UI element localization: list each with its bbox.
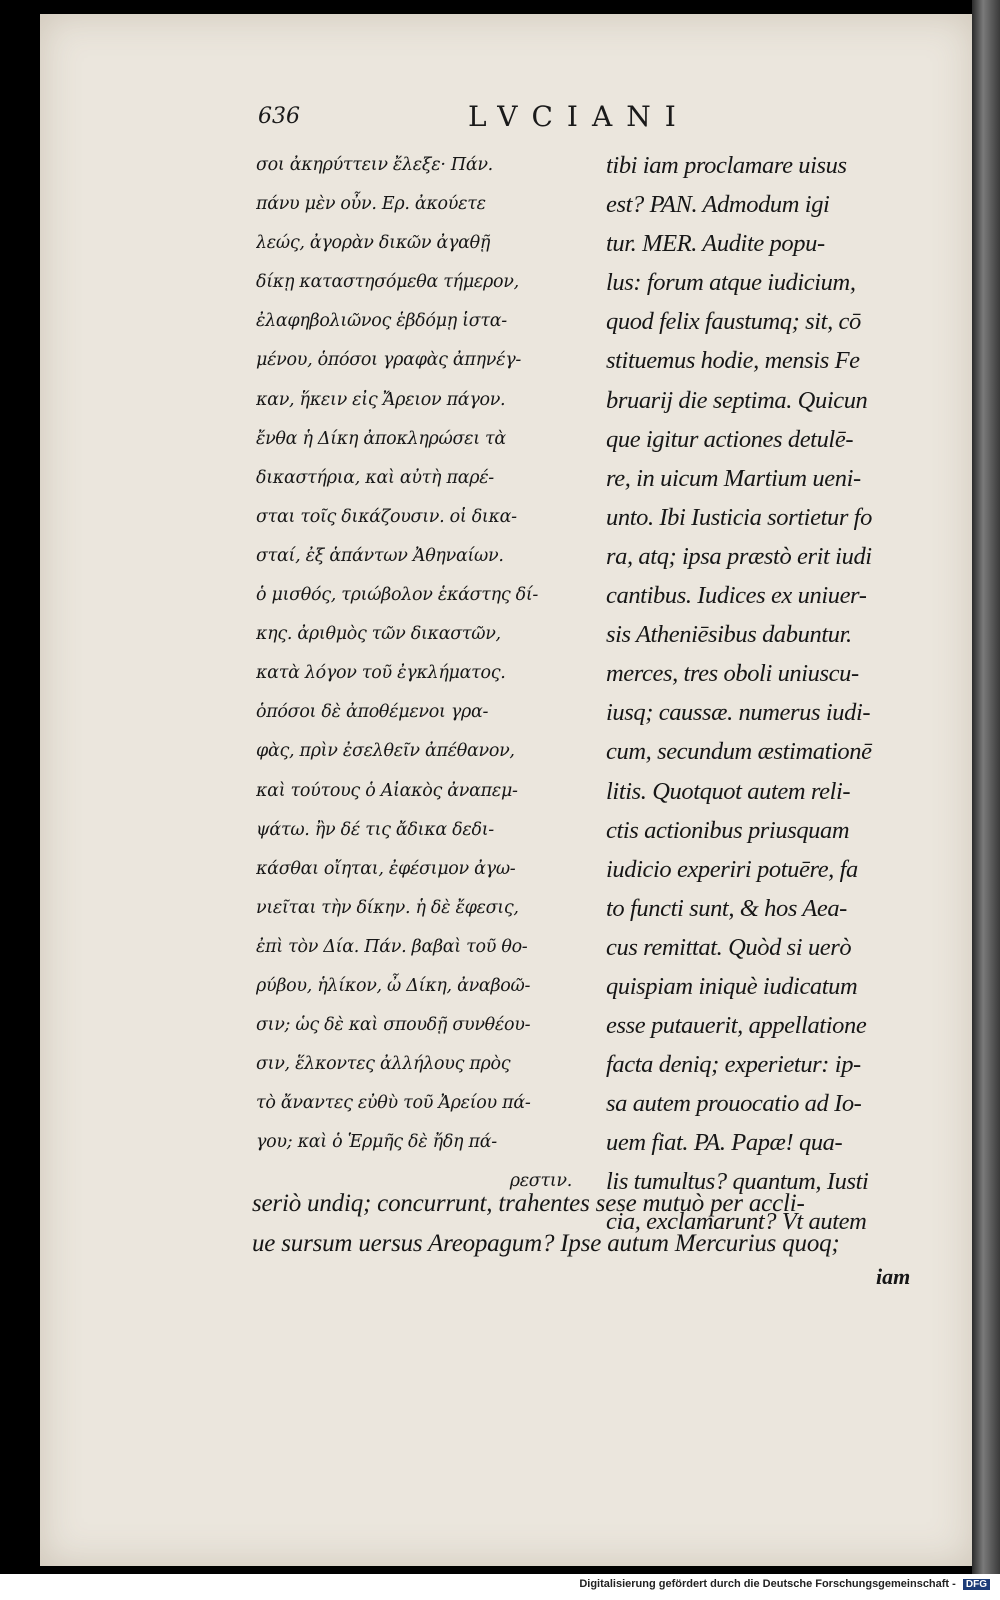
page-number: 636 bbox=[258, 104, 300, 129]
greek-line: φὰς, πρὶν ἐσελθεῖν ἀπέθανον, bbox=[256, 741, 515, 762]
greek-line: λεώς, ἀγορὰν δικῶν ἀγαθῇ bbox=[256, 233, 491, 254]
greek-line: πάνυ μὲν οὖν. Ερ. ἀκούετε bbox=[256, 194, 486, 215]
catchword: iam bbox=[876, 1264, 911, 1289]
latin-line: quispiam iniquè iudicatum bbox=[606, 972, 858, 1000]
full-width-line: seriò undiq; concurrunt, trahentes sese mutuò per accli- bbox=[252, 1190, 805, 1217]
greek-line: καὶ τούτους ὁ Αἰακὸς ἀναπεμ- bbox=[256, 780, 518, 801]
greek-line: κατὰ λόγον τοῦ ἐγκλήματος. bbox=[256, 663, 506, 684]
latin-line: cia, exclamarunt? Vt autem bbox=[606, 1207, 867, 1235]
latin-line: sis Atheniēsibus dabuntur. bbox=[606, 621, 852, 649]
latin-line: que igitur actiones detulē- bbox=[606, 425, 854, 453]
full-width-text bbox=[252, 1184, 932, 1264]
latin-line: facta deniq; experietur: ip- bbox=[606, 1051, 861, 1079]
greek-line: κης. ἀριθμὸς τῶν δικαστῶν, bbox=[256, 624, 501, 645]
greek-line: σιν; ὡς δὲ καὶ σπουδῇ συνθέου- bbox=[256, 1015, 531, 1036]
greek-line: ἐλαφηβολιῶνος ἑβδόμῃ ἱστα- bbox=[256, 311, 507, 332]
greek-line: ρεστιν. bbox=[509, 1171, 572, 1192]
greek-line: ἐπὶ τὸν Δία. Πάν. βαβαὶ τοῦ θο- bbox=[256, 936, 528, 957]
full-width-line: ue sursum uersus Areopagum? Ipse autum Mercurius quoq; bbox=[252, 1230, 840, 1257]
latin-line: tibi iam proclamare uisus bbox=[606, 152, 847, 179]
greek-line: ὁπόσοι δὲ ἀποθέμενοι γρα- bbox=[256, 702, 489, 723]
latin-line: cum, secundum æstimationē bbox=[606, 738, 872, 766]
latin-line: tur. MER. Audite popu- bbox=[606, 230, 825, 258]
greek-line: μένου, ὁπόσοι γραφὰς ἀπηνέγ- bbox=[256, 350, 521, 371]
greek-line: ρύβου, ἡλίκον, ὦ Δίκη, ἀναβοῶ- bbox=[256, 975, 531, 996]
latin-line: lis tumultus? quantum, Iusti bbox=[606, 1168, 869, 1196]
latin-line: ctis actionibus priusquam bbox=[606, 816, 850, 844]
latin-line: litis. Quotquot autem reli- bbox=[606, 777, 851, 805]
greek-line: ψάτω. ἢν δέ τις ἄδικα δεδι- bbox=[256, 819, 494, 840]
greek-line: σταί, ἐξ ἁπάντων Ἀθηναίων. bbox=[256, 545, 504, 566]
greek-line: νιεῖται τὴν δίκην. ἡ δὲ ἔφεσις, bbox=[256, 897, 519, 918]
latin-column bbox=[606, 146, 936, 1241]
funding-footer bbox=[579, 1578, 990, 1590]
greek-line: ὁ μισθός, τριώβολον ἑκάστης δί- bbox=[256, 585, 539, 606]
latin-line: unto. Ibi Iusticia sortietur fo bbox=[606, 503, 872, 531]
latin-line: re, in uicum Martium ueni- bbox=[606, 464, 861, 492]
latin-line: cus remittat. Quòd si uerò bbox=[606, 933, 852, 961]
greek-line: τὸ ἄναντες εὐθὺ τοῦ Ἀρείου πά- bbox=[256, 1093, 531, 1114]
latin-line: merces, tres oboli uniuscu- bbox=[606, 660, 859, 688]
latin-line: bruarij die septima. Quicun bbox=[606, 386, 868, 414]
running-head: LVCIANI bbox=[468, 100, 690, 133]
latin-line: lus: forum atque iudicium, bbox=[606, 269, 856, 297]
scan-edge bbox=[972, 0, 1000, 1600]
latin-line: est? PAN. Admodum igi bbox=[606, 191, 830, 219]
latin-line: cantibus. Iudices ex uniuer- bbox=[606, 582, 867, 610]
latin-line: ra, atq; ipsa præstò erit iudi bbox=[606, 542, 872, 570]
greek-column bbox=[256, 146, 576, 1202]
latin-line: esse putauerit, appellatione bbox=[606, 1012, 867, 1040]
funding-text: Digitalisierung gefördert durch die Deutsche Forschungsgemeinschaft - bbox=[579, 1578, 956, 1590]
latin-line: sa autem prouocatio ad Io- bbox=[606, 1090, 862, 1118]
latin-line: stituemus hodie, mensis Fe bbox=[606, 347, 860, 375]
latin-line: iusq; caussæ. numerus iudi- bbox=[606, 699, 871, 727]
latin-line: to functi sunt, & hos Aea- bbox=[606, 894, 847, 922]
greek-line: δικαστήρια, καὶ αὐτὴ παρέ- bbox=[256, 467, 494, 488]
latin-line: quod felix faustumq; sit, cō bbox=[606, 308, 861, 336]
greek-line: ἔνθα ἡ Δίκη ἀποκληρώσει τὰ bbox=[256, 428, 506, 449]
latin-line: iudicio experiri potuēre, fa bbox=[606, 855, 858, 883]
greek-line: καν, ἥκειν εἰς Ἄρειον πάγον. bbox=[256, 389, 506, 410]
greek-line: σοι ἀκηρύττειν ἔλεξε· Πάν. bbox=[256, 155, 493, 175]
latin-line: uem fiat. PA. Papæ! qua- bbox=[606, 1129, 843, 1157]
greek-line: γου; καὶ ὁ Ἑρμῆς δὲ ἤδη πά- bbox=[256, 1132, 497, 1153]
greek-line: σται τοῖς δικάζουσιν. οἱ δικα- bbox=[256, 506, 517, 527]
greek-line: κάσθαι οἴηται, ἐφέσιμον ἀγω- bbox=[256, 858, 516, 879]
greek-line: σιν, ἕλκοντες ἀλλήλους πρὸς bbox=[256, 1054, 511, 1075]
greek-line: δίκῃ καταστησόμεθα τήμερον, bbox=[256, 272, 519, 293]
dfg-logo: DFG bbox=[963, 1579, 990, 1590]
